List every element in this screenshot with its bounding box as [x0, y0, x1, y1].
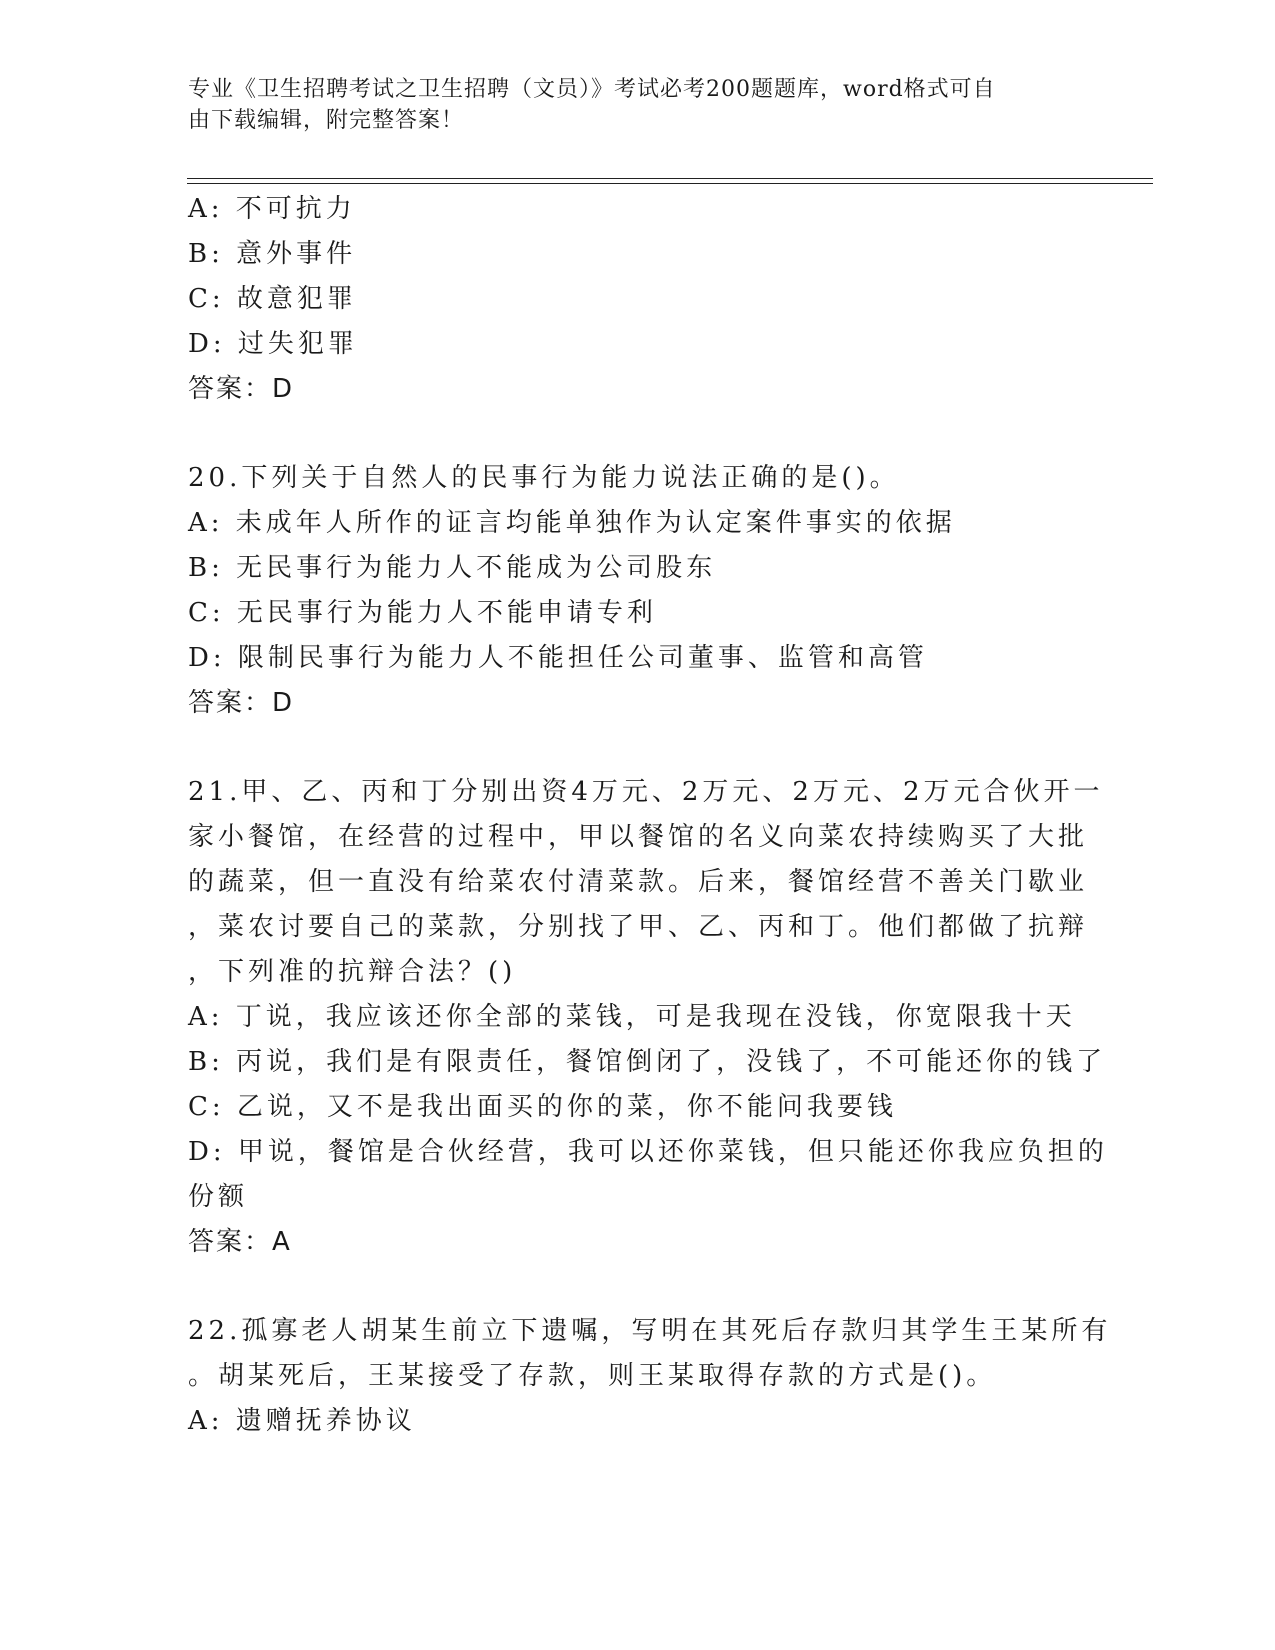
- q20-option-a: A: 未成年人所作的证言均能单独作为认定案件事实的依据: [188, 508, 956, 538]
- header-divider-bottom: [187, 183, 1153, 184]
- header-line-1: 专业《卫生招聘考试之卫生招聘（文员）》考试必考200题题库，word格式可自: [188, 77, 996, 102]
- q21-stem-line-3: 的蔬菜，但一直没有给菜农付清菜款。后来，餐馆经营不善关门歇业: [188, 867, 1089, 897]
- q21-option-b: B: 丙说，我们是有限责任，餐馆倒闭了，没钱了，不可能还你的钱了: [188, 1047, 1107, 1077]
- q19-option-d: D: 过失犯罪: [188, 329, 358, 359]
- q21-option-d-line-1: D: 甲说，餐馆是合伙经营，我可以还你菜钱，但只能还你我应负担的: [188, 1137, 1108, 1167]
- q20-option-c: C: 无民事行为能力人不能申请专利: [188, 598, 657, 628]
- q22-option-a: A: 遗赠抚养协议: [188, 1406, 416, 1436]
- q20-answer: 答案：D: [188, 688, 295, 718]
- q19-answer: 答案：D: [188, 374, 295, 404]
- q22-stem-line-1: 22.孤寡老人胡某生前立下遗嘱，写明在其死后存款归其学生王某所有: [188, 1316, 1112, 1346]
- q22-stem-line-2: 。胡某死后，王某接受了存款，则王某取得存款的方式是()。: [188, 1361, 997, 1391]
- q21-stem-line-1: 21.甲、乙、丙和丁分别出资4万元、2万元、2万元、2万元合伙开一: [188, 777, 1104, 807]
- q21-option-d-line-2: 份额: [188, 1182, 249, 1212]
- q21-stem-line-2: 家小餐馆，在经营的过程中，甲以餐馆的名义向菜农持续购买了大批: [188, 822, 1089, 852]
- document-header: [188, 74, 1068, 136]
- header-line-2: 由下载编辑，附完整答案！: [188, 108, 465, 133]
- q21-stem-line-4: ，菜农讨要自己的菜款，分别找了甲、乙、丙和丁。他们都做了抗辩: [188, 912, 1089, 942]
- q19-option-c: C: 故意犯罪: [188, 284, 357, 314]
- q19-option-a: A: 不可抗力: [188, 194, 356, 224]
- header-divider-top: [187, 178, 1153, 179]
- q19-option-b: B: 意外事件: [188, 239, 357, 269]
- q20-option-d: D: 限制民事行为能力人不能担任公司董事、监管和高管: [188, 643, 928, 673]
- q20-stem: 20.下列关于自然人的民事行为能力说法正确的是()。: [188, 463, 900, 493]
- q21-option-a: A: 丁说，我应该还你全部的菜钱，可是我现在没钱，你宽限我十天: [188, 1002, 1076, 1032]
- q20-option-b: B: 无民事行为能力人不能成为公司股东: [188, 553, 717, 583]
- q21-stem-line-5: ，下列准的抗辩合法？(): [188, 957, 517, 987]
- q21-option-c: C: 乙说，又不是我出面买的你的菜，你不能问我要钱: [188, 1092, 897, 1122]
- q21-answer: 答案：A: [188, 1227, 292, 1257]
